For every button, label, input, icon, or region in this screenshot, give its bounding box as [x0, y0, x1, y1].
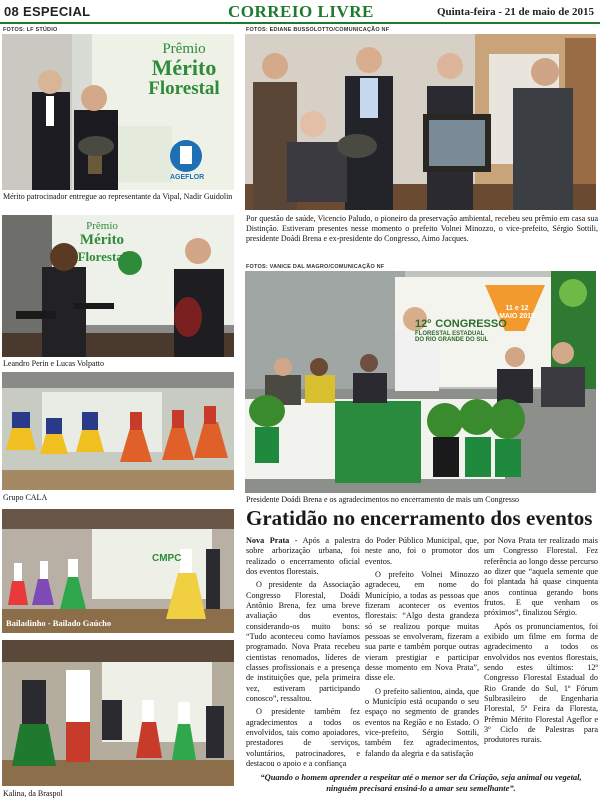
article-paragraph: Após os pronunciamentos, foi exibido um filme em forma de agradecimento a todos os envolvidos nos eventos florestais, sendo estes últimos: 12º Congresso Florestal Estadual do Rio Grande do Sul, 1º Fórum Sulbrasileiro de Engenharia Florestal, 5ª Feira da Floresta, Prêmio Mérito Florestal Ageflor e 3º Ciclo de Palestras para produtores rurais. [484, 621, 598, 745]
caption-paludo-home: Por questão de saúde, Vicencio Paludo, o pioneiro da preservação ambiental, recebeu seu prêmio em casa sua Distinção. Estiveram presentes nesse momento o prefeito Volnei Minozzo, o vice-prefeito, Sérgio Sottili, presidente Doádi Brena e ex-presidente do Congresso, Aimo Jacques. [246, 214, 598, 243]
article-paragraph: Nova Prata - Após a palestra sobre arborização urbana, foi realizado o encerramento oficial dos eventos florestais. [246, 536, 360, 576]
photo-award-vipal [2, 34, 234, 190]
article-paragraph: O prefeito Volnei Minozzo agradeceu, em nome do Município, a todas as pessoas que fizeram acontecer os eventos florestais: “Algo desta grandeza só se realizou porque muitas pessoas se envolveram, fizeram a sua parte e também porque outras vieram prestigiar e participar desse momento em Nova Prata”, disse ele. [365, 569, 479, 683]
banner-premio: Prêmio [86, 220, 118, 232]
caption-grupo-cala: Grupo CALA [3, 493, 48, 502]
banner-congresso-rs: DO RIO GRANDE DO SUL [415, 337, 489, 343]
article-dateline: Nova Prata [246, 536, 290, 545]
photo-musicians [2, 215, 234, 357]
article-paragraph: por Nova Prata ter realizado mais um Congresso Florestal. Fez referência ao longo desse percurso ao dizer que “aquela semente que foi plantada há quase cinquenta anos continua gerando bons frutos. E que venham os próximos”, finalizou Sérgio. [484, 536, 598, 618]
caption-bailadinho: Bailadinho - Bailado Gaúcho [6, 618, 112, 628]
caption-award-vipal: Mérito patrocinador entregue ao representante da Vipal, Nadir Guidolin [3, 192, 233, 201]
photo-bailadinho [2, 509, 234, 633]
caption-musicians: Leandro Perin e Lucas Volpatto [3, 359, 105, 368]
caption-congress-closing: Presidente Doádi Brena e os agradecimentos no encerramento de mais um Congresso [246, 495, 520, 504]
photo-kalina-braspol [2, 640, 234, 786]
article-paragraph: O prefeito salientou, ainda, que o Município está ocupando o seu espaço no segmento de grandes eventos na Região e no Estado. O vice-prefeito, Sérgio Sottili, também fez agradecimentos, falando da alegria e da satisfação [365, 686, 479, 758]
banner-congresso: CONGRESSO [435, 318, 507, 330]
pull-quote: “Quando o homem aprender a respeitar até o menor ser da Criação, seja animal ou vegetal, ninguém precisará ensiná-lo a amar seu semelhante”. [260, 772, 582, 794]
banner-florestal: Florestal [77, 249, 127, 264]
newspaper-name: CORREIO LIVRE [228, 2, 374, 21]
section-label: 08 ESPECIAL [4, 4, 91, 19]
banner-merito: Mérito [79, 232, 125, 248]
article-column-2 [365, 536, 479, 762]
article-column-1 [246, 536, 360, 772]
caption-kalina: Kalina, da Braspol [3, 789, 63, 798]
page-header [0, 0, 600, 24]
article-paragraph: O presidente também fez agradecimentos a todos os envolvidos, tais como apoiadores, prestadores de serviços, voluntários, patrocinadores, e destacou o apoio e a confiança [246, 707, 360, 768]
article-column-3 [484, 536, 598, 749]
photo-paludo-home [245, 34, 596, 210]
photo-credit: FOTOS: EDIANE BUSSOLOTTO/COMUNICAÇÃO NF [246, 27, 390, 33]
photo-credit: FOTOS: VANICE DAL MAGRO/COMUNICAÇÃO NF [246, 264, 385, 270]
banner-cmpc: CMPC [152, 553, 182, 564]
issue-date: Quinta-feira - 21 de maio de 2015 [436, 6, 594, 18]
photo-congress-closing [245, 271, 596, 493]
article-title: Gratidão no encerramento dos eventos [246, 506, 593, 530]
article-paragraph: do Poder Público Municipal, que, neste ano, foi o promotor dos eventos. [365, 536, 479, 566]
banner-premio: Prêmio [162, 41, 206, 57]
photo-credit: FOTOS: LF STÚDIO [3, 27, 58, 33]
banner-congresso-sub: FLORESTAL ESTADUAL [415, 331, 485, 337]
banner-merito: Mérito [151, 55, 217, 80]
banner-congresso-num: 12º [415, 318, 432, 330]
banner-ageflor: AGEFLOR [170, 174, 205, 181]
banner-congresso-date: 11 e 12 MAIO 2015 [499, 305, 535, 320]
article-paragraph: O presidente da Associação Congresso Florestal, Doádi Antônio Brena, fez uma breve avaliação dos eventos, considerando-os muito bons: “Tudo aconteceu como havíamos programado. Nova Prata recebeu cientistas renomados, líderes de classes profissionais e a presença de instituições que, pela primeira vez, estiveram participando conosco”, ressaltou. [246, 580, 360, 703]
banner-florestal: Florestal [148, 78, 220, 99]
photo-grupo-cala [2, 372, 234, 490]
